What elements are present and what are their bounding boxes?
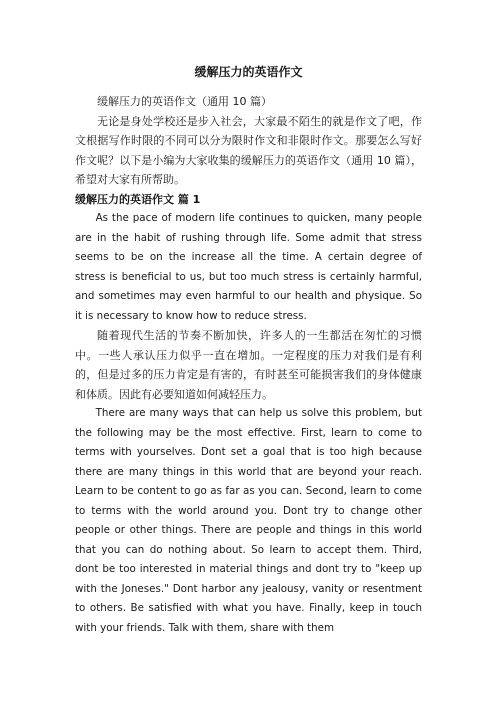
section-heading: 缓解压力的英语作文 篇 1 [75, 192, 201, 206]
document-title: 缓解压力的英语作文 [194, 65, 303, 79]
english-paragraph-1: As the pace of modern life continues to quicken, many people are in the habit of rushing through life. Some admit that stress seems to be on the increase all the time. A certain degree of stress is beneficial to us, but too much stress is certainly harmful, and sometimes may even harmful to our health and physique. So it is necessary to know how to reduce stress. [75, 212, 422, 322]
intro-paragraph: 无论是身处学校还是步入社会，大家最不陌生的就是作文了吧，作文根据写作时限的不同可以分为限时作文和非限时作文。那要怎么写好作文呢？以下是小编为大家收集的缓解压力的英语作文（通用 10 篇），希望对大家有所帮助。 [75, 114, 422, 186]
english-paragraph-2: There are many ways that can help us solve this problem, but the following may be the most effective. First, learn to come to terms with yourselves. Dont set a goal that is too high because there are many things in this world that are beyond your reach. Learn to be content to go as far as you can. Second, learn to come to terms with the world around you. Dont try to change other people or other things. There are people and things in this world that you can do nothing about. So learn to accept them. Third, dont be too interested in material things and dont try to "keep up with the Joneses." Dont harbor any jealousy, vanity or resentment to others. Be satisfied with what you have. Finally, keep in touch with your friends. Talk with them, share with them [75, 407, 422, 634]
document-body [75, 64, 422, 638]
chinese-paragraph-1: 随着现代生活的节奏不断加快，许多人的一生都活在匆忙的习惯中。一些人承认压力似乎一直在增加。一定程度的压力对我们是有利的，但是过多的压力肯定是有害的，有时甚至可能损害我们的身体健康和体质。因此有必要知道如何减轻压力。 [75, 329, 422, 401]
document-subtitle: 缓解压力的英语作文（通用 10 篇） [97, 95, 272, 108]
